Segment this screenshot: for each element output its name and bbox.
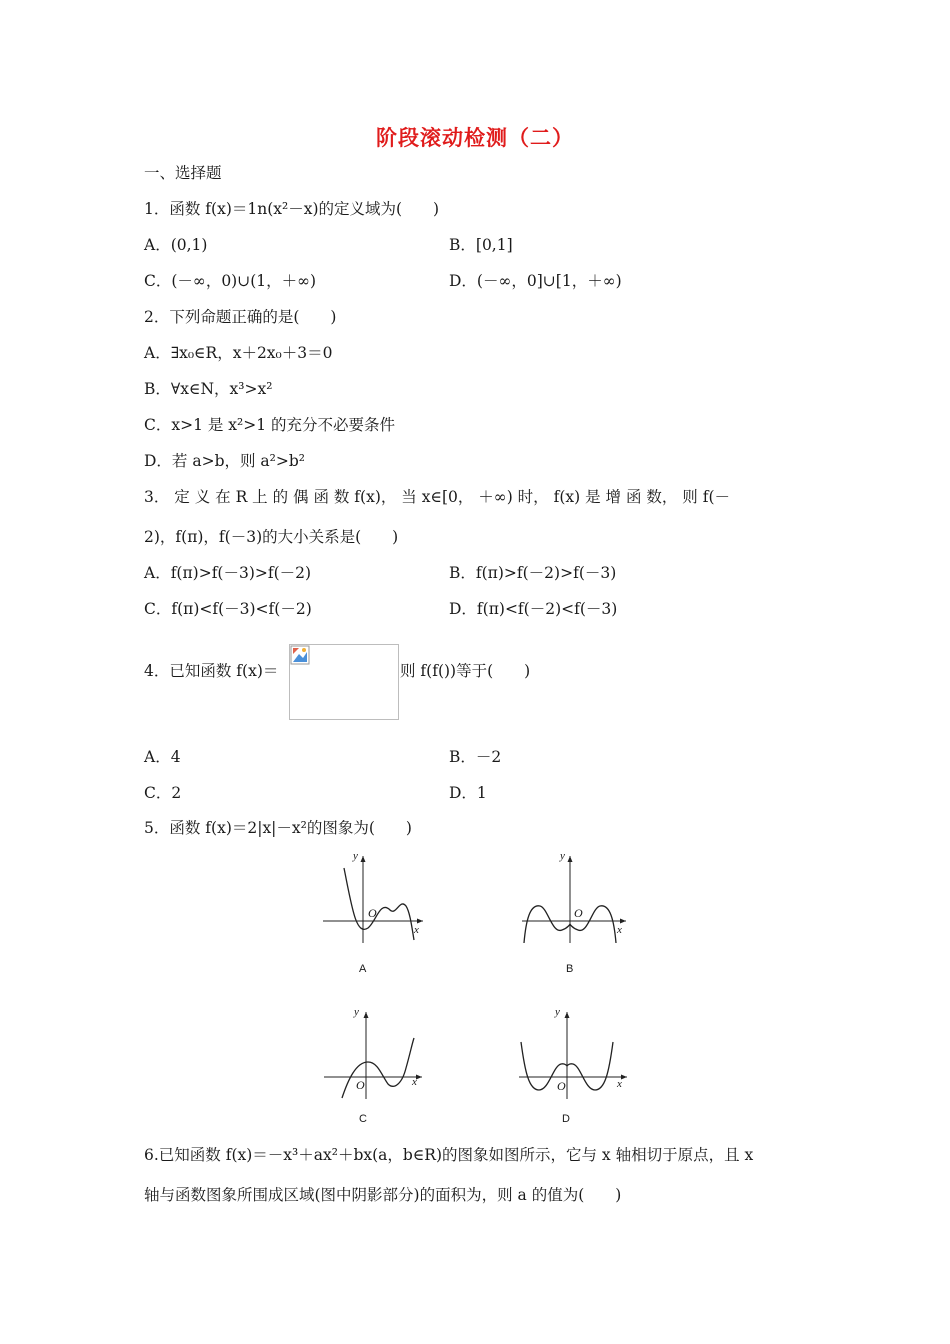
q2-option-b: B．∀x∈N，x³>x² xyxy=(144,380,273,398)
q5-stem: 5．函数 f(x)＝2|x|－x²的图象为( ) xyxy=(144,819,412,837)
q2-option-a: A．∃x₀∈R，x＋2x₀＋3＝0 xyxy=(144,344,333,362)
graph-d-y-label: y xyxy=(555,1006,560,1018)
graph-a-x-label: x xyxy=(414,924,419,936)
q6-line1: 6.已知函数 f(x)＝－x³＋ax²＋bx(a，b∈R)的图象如图所示，它与 x 轴相切于原点，且 x xyxy=(144,1146,754,1164)
broken-image-icon xyxy=(290,645,310,665)
q1-option-c: C．(－∞，0)∪(1，＋∞) xyxy=(144,272,317,290)
graph-b xyxy=(518,848,633,948)
graph-c xyxy=(318,1002,428,1102)
q1-option-b: B．[0,1] xyxy=(449,236,513,254)
graph-c-x-label: x xyxy=(412,1076,417,1088)
q4-stem-left: 4．已知函数 f(x)＝ xyxy=(144,662,279,680)
section-heading: 一、选择题 xyxy=(144,164,222,182)
graph-d-caption: D xyxy=(562,1113,570,1125)
q4-option-d: D．1 xyxy=(449,784,487,802)
graph-c-caption: C xyxy=(359,1113,367,1125)
q2-option-c: C．x>1 是 x²>1 的充分不必要条件 xyxy=(144,416,396,434)
graph-b-x-label: x xyxy=(617,924,622,936)
broken-image-placeholder xyxy=(289,644,399,720)
q1-option-d: D．(－∞，0]∪[1，＋∞) xyxy=(449,272,622,290)
q4-option-c: C．2 xyxy=(144,784,182,802)
graph-d-x-label: x xyxy=(617,1078,622,1090)
q4-stem-right: 则 f(f())等于( ) xyxy=(400,662,531,680)
q3-option-d: D．f(π)<f(－2)<f(－3) xyxy=(449,600,618,618)
q4-option-a: A．4 xyxy=(144,748,181,766)
q3-option-c: C．f(π)<f(－3)<f(－2) xyxy=(144,600,312,618)
graph-a-origin: O xyxy=(368,906,377,920)
q2-stem: 2．下列命题正确的是( ) xyxy=(144,308,337,326)
q3-stem-line1: 3． 定 义 在 R 上 的 偶 函 数 f(x)， 当 x∈[0， ＋∞) 时， f(x) 是 增 函 数， 则 f(－ xyxy=(144,488,731,506)
graph-d xyxy=(515,1002,633,1102)
q2-option-d: D．若 a>b，则 a²>b² xyxy=(144,452,306,470)
graph-d-origin: O xyxy=(557,1079,566,1093)
graph-b-caption: B xyxy=(566,963,574,975)
q4-option-b: B．－2 xyxy=(449,748,502,766)
graph-c-origin: O xyxy=(356,1078,365,1092)
graph-b-y-label: y xyxy=(560,850,565,862)
q6-line2: 轴与函数图象所围成区域(图中阴影部分)的面积为，则 a 的值为( ) xyxy=(144,1186,622,1204)
graph-c-y-label: y xyxy=(354,1006,359,1018)
q3-option-b: B．f(π)>f(－2)>f(－3) xyxy=(449,564,617,582)
graph-b-origin: O xyxy=(574,906,583,920)
page-title: 阶段滚动检测（二） xyxy=(376,126,574,150)
q1-stem: 1．函数 f(x)＝1n(x²－x)的定义域为( ) xyxy=(144,200,440,218)
q3-option-a: A．f(π)>f(－3)>f(－2) xyxy=(144,564,312,582)
graph-a xyxy=(318,848,428,948)
q1-option-a: A．(0,1) xyxy=(144,236,208,254)
graph-a-y-label: y xyxy=(353,850,358,862)
q3-stem-line2: 2)，f(π)，f(－3)的大小关系是( ) xyxy=(144,528,399,546)
graph-a-caption: A xyxy=(359,963,367,975)
